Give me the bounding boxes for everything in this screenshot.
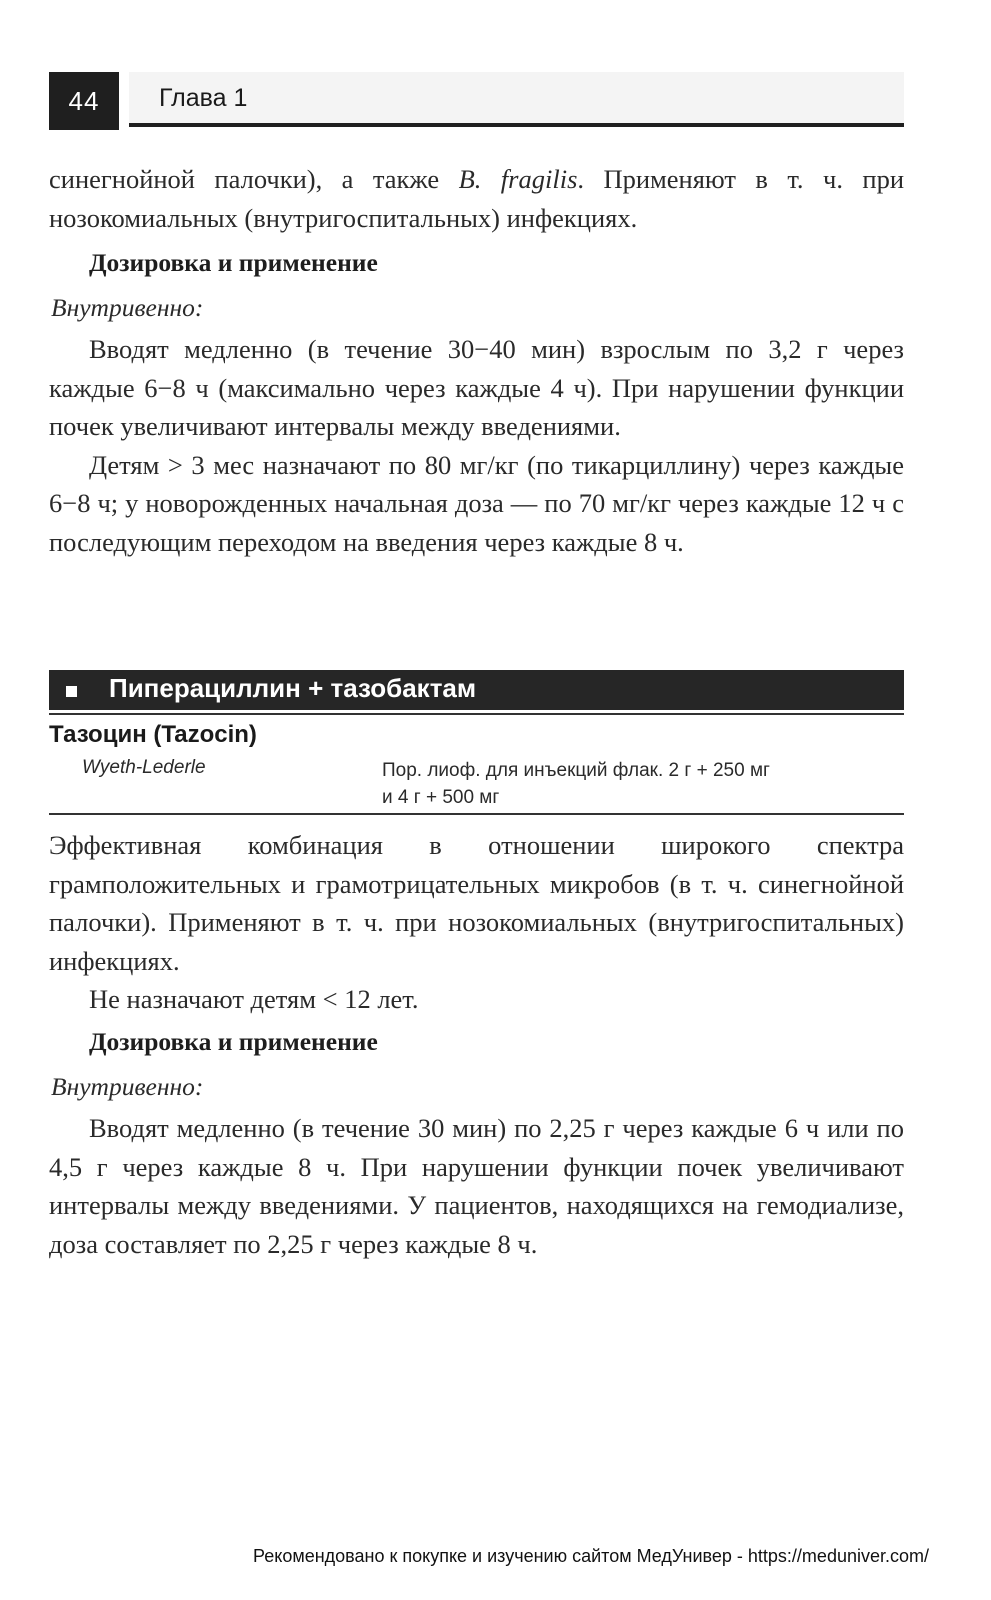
species-name: B. fragilis — [458, 164, 578, 194]
dosage-heading: Дозировка и применение — [89, 248, 378, 277]
intro-text: синегнойной палочки), а также — [49, 164, 459, 194]
contraindication-paragraph: Не назначают детям < 12 лет. — [89, 984, 419, 1014]
section-title: Пиперациллин + тазобактам — [109, 673, 477, 703]
dosage-text — [49, 1109, 904, 1263]
page-number: 44 — [49, 72, 119, 130]
dosage-paragraph-children: Детям > 3 мес назначают по 80 мг/кг (по тикарциллину) через каждые 6−8 ч; у новорожденных начальная доза — по 70 мг/кг через каждые 12 ч с последующим переходом на введения через каждые 8 ч. — [49, 449, 904, 557]
chapter-bar — [129, 72, 904, 127]
description-paragraph: Эффективная комбинация в отношении широкого спектра грамположительных и грамотрицательных микробов (в т. ч. синегнойной палочки). Применяют в т. ч. при нозокомиальных (внутригоспитальных) инфекциях. — [49, 830, 904, 976]
dosage-paragraph-adults: Вводят медленно (в течение 30−40 мин) взрослым по 3,2 г через каждые 6−8 ч (максимально через каждые 4 ч). При нарушении функции почек увеличивают интервалы между введениями. — [49, 334, 904, 441]
route-label: Внутривенно: — [51, 293, 204, 322]
drug-name: Тазоцин (Tazocin) — [49, 721, 257, 748]
drug-form-line: и 4 г + 500 мг — [382, 787, 500, 808]
route-label: Внутривенно: — [51, 1072, 204, 1101]
drug-manufacturer: Wyeth-Lederle — [82, 757, 206, 778]
description-text — [49, 826, 904, 1019]
dosage-text — [49, 330, 904, 561]
chapter-title: Глава 1 — [159, 84, 248, 112]
dosage-paragraph: Вводят медленно (в течение 30 мин) по 2,25 г через каждые 6 ч или по 4,5 г через каждые 8 ч. При нарушении функции почек увеличивают интервалы между введениями. У пациентов, находящихся на гемодиализе, доза составляет по 2,25 г через каждые 8 ч. — [49, 1113, 904, 1259]
drug-form — [382, 757, 902, 811]
intro-paragraph — [49, 160, 904, 237]
intro-text-continued: . Применяют в т. ч. при нозокомиальных (внутригоспитальных) инфекциях. — [49, 164, 904, 233]
divider — [49, 713, 904, 715]
page-header — [49, 72, 904, 130]
drug-form-line: Пор. лиоф. для инъекций флак. 2 г + 250 мг — [382, 760, 770, 781]
divider — [49, 813, 904, 815]
square-bullet-icon — [66, 686, 77, 697]
dosage-heading: Дозировка и применение — [89, 1027, 378, 1056]
section-header — [49, 670, 904, 710]
footer-note: Рекомендовано к покупке и изучению сайтом МедУнивер - https://meduniver.com/ — [253, 1546, 929, 1566]
